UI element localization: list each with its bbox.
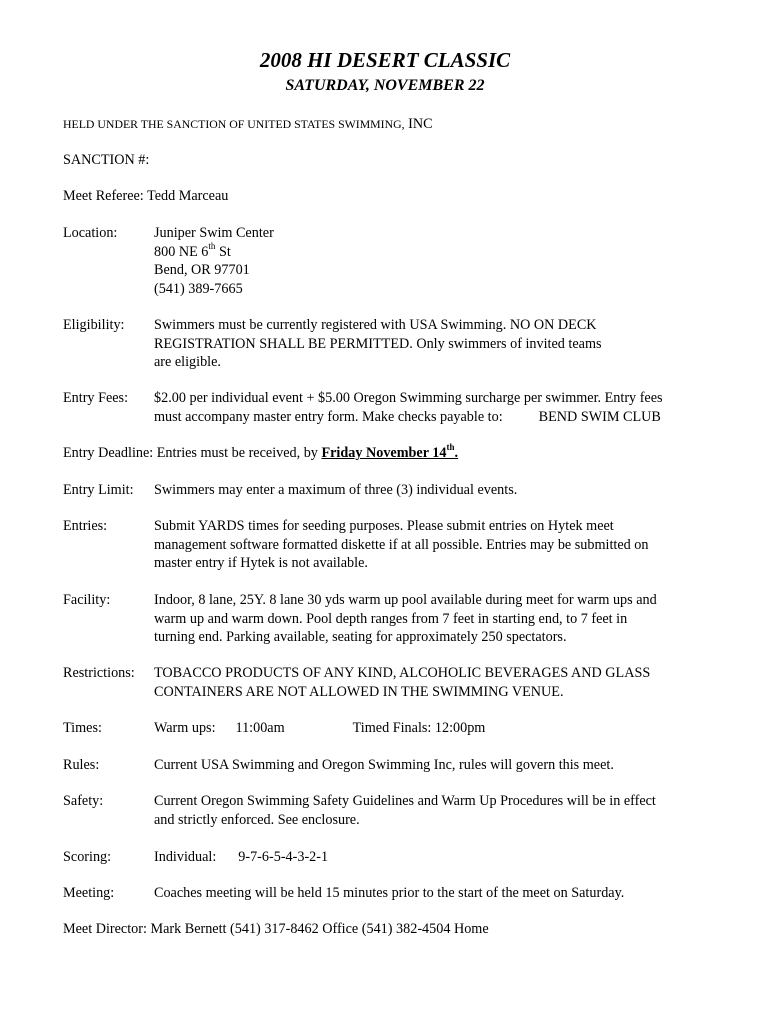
- meet-referee-label: Meet Referee:: [63, 188, 144, 204]
- meet-referee: [63, 187, 228, 206]
- entry-fees-line: [154, 408, 714, 427]
- entries-label: Entries:: [63, 518, 108, 534]
- entries-text: [154, 517, 714, 573]
- restrictions-line: CONTAINERS ARE NOT ALLOWED IN THE SWIMMING VENUE.: [154, 683, 564, 700]
- restrictions-label: Restrictions:: [63, 665, 135, 681]
- location-name: Juniper Swim Center: [154, 225, 274, 241]
- meet-director: Meet Director: Mark Bernett (541) 317-8462 Office (541) 382-4504 Home: [63, 921, 489, 937]
- facility-text: [154, 591, 714, 647]
- safety-line: Current Oregon Swimming Safety Guidelines and Warm Up Procedures will be in effect: [154, 793, 656, 809]
- entries-line: master entry if Hytek is not available.: [154, 555, 368, 571]
- times-text: [154, 719, 714, 738]
- entry-deadline: [63, 444, 458, 463]
- entry-deadline-prefix: Entry Deadline: Entries must be received, by: [63, 445, 318, 461]
- rules-label: Rules:: [63, 757, 100, 773]
- location-street-suffix: St: [215, 243, 231, 260]
- scoring-label: Scoring:: [63, 849, 112, 865]
- sanction-statement-tail: INC: [408, 116, 433, 132]
- sanction-number: SANCTION #:: [63, 152, 150, 168]
- location-block: [154, 224, 714, 298]
- restrictions-text: [154, 664, 714, 701]
- scoring-points: 9-7-6-5-4-3-2-1: [238, 849, 329, 865]
- eligibility-line: are eligible.: [154, 354, 221, 370]
- times-label: Times:: [63, 720, 102, 736]
- location-label: Location:: [63, 225, 118, 241]
- safety-line: and strictly enforced. See enclosure.: [154, 811, 360, 828]
- sanction-statement: [63, 115, 433, 134]
- entries-line: Submit YARDS times for seeding purposes. Please submit entries on Hytek meet: [154, 518, 614, 534]
- location-street-number: 800 NE 6: [154, 243, 209, 260]
- meeting-value: Coaches meeting will be held 15 minutes prior to the start of the meet on Saturday.: [154, 885, 625, 901]
- entry-fees-payee: BEND SWIM CLUB: [538, 408, 661, 425]
- entry-fees-instructions: must accompany master entry form. Make checks payable to:: [154, 408, 503, 425]
- warmups-label: Warm ups:: [154, 720, 216, 736]
- eligibility-text: [154, 316, 714, 372]
- location-phone: (541) 389-7665: [154, 280, 243, 297]
- rules-value: Current USA Swimming and Oregon Swimming Inc, rules will govern this meet.: [154, 757, 614, 773]
- meet-referee-value: Tedd Marceau: [147, 188, 229, 204]
- document-title: 2008 HI DESERT CLASSIC: [259, 48, 511, 72]
- facility-line: warm up and warm down. Pool depth ranges from 7 feet in starting end, to 7 feet in: [154, 610, 628, 627]
- facility-line: Indoor, 8 lane, 25Y. 8 lane 30 yds warm up pool available during meet for warm ups and: [154, 592, 657, 608]
- entry-fees-line: $2.00 per individual event + $5.00 Oregon Swimming surcharge per swimmer. Entry fees: [154, 390, 663, 406]
- scoring-type: Individual:: [154, 849, 217, 865]
- entry-fees-text: [154, 389, 714, 426]
- location-street-sup: th: [208, 240, 216, 251]
- eligibility-line: REGISTRATION SHALL BE PERMITTED. Only swimmers of invited teams: [154, 335, 602, 352]
- entry-deadline-date: [321, 442, 459, 461]
- facility-label: Facility:: [63, 592, 111, 608]
- warmups-time: 11:00am: [235, 720, 285, 736]
- document-subtitle: SATURDAY, NOVEMBER 22: [285, 77, 485, 94]
- location-city: Bend, OR 97701: [154, 262, 250, 278]
- safety-text: [154, 792, 714, 829]
- meeting-label: Meeting:: [63, 885, 115, 901]
- eligibility-label: Eligibility:: [63, 317, 125, 333]
- facility-line: turning end. Parking available, seating for approximately 250 spectators.: [154, 629, 567, 645]
- entry-limit-label: Entry Limit:: [63, 482, 134, 498]
- restrictions-line: TOBACCO PRODUCTS OF ANY KIND, ALCOHOLIC BEVERAGES AND GLASS: [154, 665, 651, 681]
- entry-fees-label: Entry Fees:: [63, 390, 129, 406]
- location-street: [154, 240, 714, 262]
- entry-deadline-date-sup: th: [446, 442, 455, 453]
- safety-label: Safety:: [63, 793, 104, 809]
- entry-limit-value: Swimmers may enter a maximum of three (3) individual events.: [154, 482, 518, 498]
- eligibility-line: Swimmers must be currently registered with USA Swimming. NO ON DECK: [154, 317, 597, 333]
- entries-line: management software formatted diskette if at all possible. Entries may be submitted on: [154, 536, 649, 553]
- entry-deadline-date-text: Friday November 14: [321, 445, 447, 461]
- entry-deadline-date-tail: .: [454, 445, 459, 461]
- scoring-text: [154, 848, 714, 867]
- timed-finals: Timed Finals: 12:00pm: [352, 720, 486, 736]
- sanction-statement-caps: HELD UNDER THE SANCTION OF UNITED STATES SWIMMING,: [63, 117, 405, 131]
